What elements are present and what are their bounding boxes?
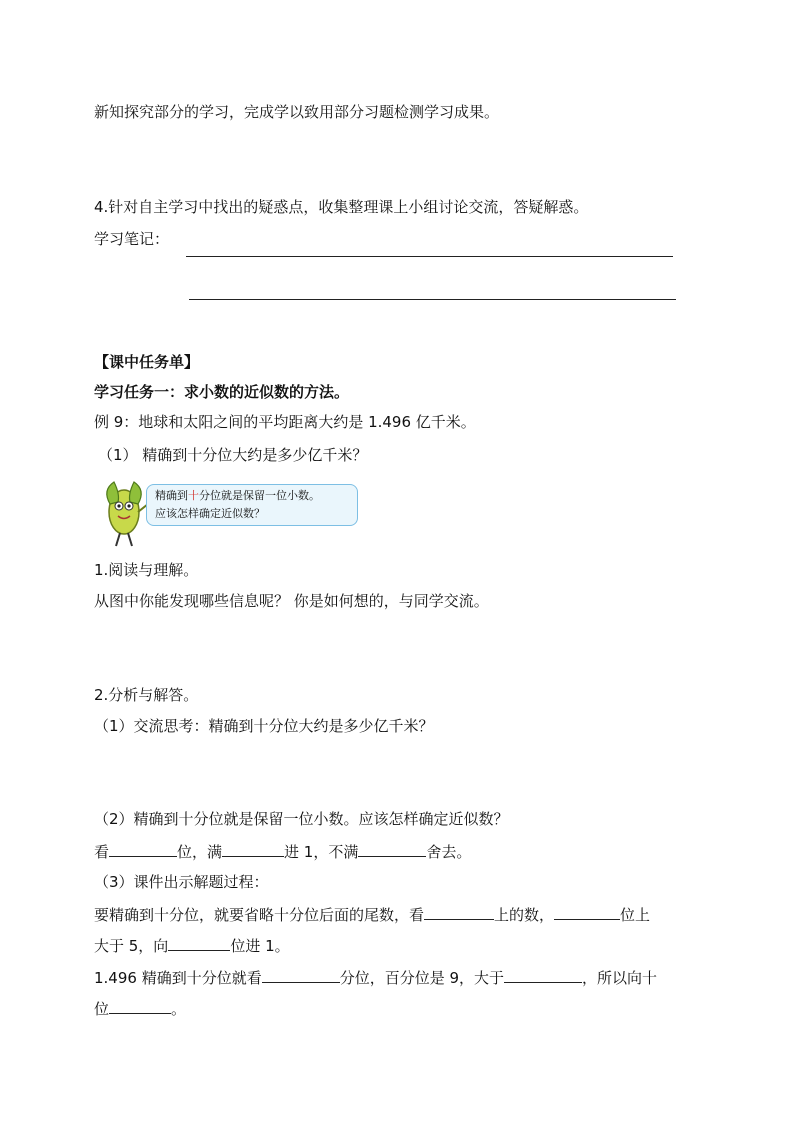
section-title: 【课中任务单】 (94, 353, 200, 371)
fill-text: 位进 1。 (230, 937, 290, 955)
blank-field[interactable] (358, 840, 426, 857)
question-1: （1） 精确到十分位大约是多少亿千米？ (98, 446, 368, 464)
fill-text: 位，满 (177, 843, 223, 861)
fill-text: 要精确到十分位，就要省略十分位后面的尾数，看 (94, 906, 425, 924)
fill-text: 1.496 精确到十分位就看 (94, 969, 262, 987)
notes-label: 学习笔记： (94, 230, 170, 248)
blank-field[interactable] (168, 934, 230, 951)
analyze-p3: （3）课件出示解题过程： (94, 873, 269, 891)
fill-row-4 (94, 966, 657, 989)
analyze-p2: （2）精确到十分位就是保留一位小数。应该怎样确定近似数？ (94, 810, 509, 828)
bubble-text: 精确到 (155, 489, 188, 502)
blank-field[interactable] (109, 997, 171, 1014)
blank-field[interactable] (424, 903, 494, 920)
bubble-highlight: 十 (188, 489, 199, 502)
notes-line-2[interactable] (189, 299, 676, 300)
task1-title: 学习任务一：求小数的近似数的方法。 (94, 383, 350, 401)
fill-text: 位上 (620, 906, 651, 924)
fill-text: 舍去。 (426, 843, 472, 861)
fill-text: 看 (94, 843, 110, 861)
fill-text: 上的数， (494, 906, 555, 924)
fill-row-2 (94, 903, 650, 926)
read-title: 1.阅读与理解。 (94, 561, 199, 579)
fill-row-1 (94, 840, 471, 863)
fill-text: 。 (171, 1000, 187, 1018)
speech-bubble (146, 484, 358, 526)
example-9: 例 9：地球和太阳之间的平均距离大约是 1.496 亿千米。 (94, 413, 476, 431)
blank-field[interactable] (262, 966, 340, 983)
blank-field[interactable] (504, 966, 582, 983)
intro-line: 新知探究部分的学习，完成学以致用部分习题检测学习成果。 (94, 103, 500, 121)
item-4: 4.针对自主学习中找出的疑惑点，收集整理课上小组讨论交流，答疑解惑。 (94, 198, 589, 216)
fill-text: 进 1，不满 (284, 843, 359, 861)
bubble-line-1 (155, 487, 349, 505)
fill-row-5 (94, 997, 186, 1020)
blank-field[interactable] (554, 903, 620, 920)
analyze-p1: （1）交流思考：精确到十分位大约是多少亿千米？ (94, 717, 434, 735)
fill-text: 位 (94, 1000, 110, 1018)
mascot-illustration (98, 478, 363, 548)
fill-text: 大于 5，向 (94, 937, 169, 955)
bubble-text: 分位就是保留一位小数。 (199, 489, 320, 502)
fill-text: ，所以向十 (582, 969, 658, 987)
fill-text: 分位，百分位是 9，大于 (339, 969, 505, 987)
fill-row-3 (94, 934, 290, 957)
blank-field[interactable] (109, 840, 177, 857)
bubble-line-2: 应该怎样确定近似数？ (155, 507, 265, 520)
read-text: 从图中你能发现哪些信息呢？ 你是如何想的，与同学交流。 (94, 592, 489, 610)
blank-field[interactable] (222, 840, 284, 857)
notes-line-1[interactable] (186, 256, 673, 257)
analyze-title: 2.分析与解答。 (94, 686, 199, 704)
